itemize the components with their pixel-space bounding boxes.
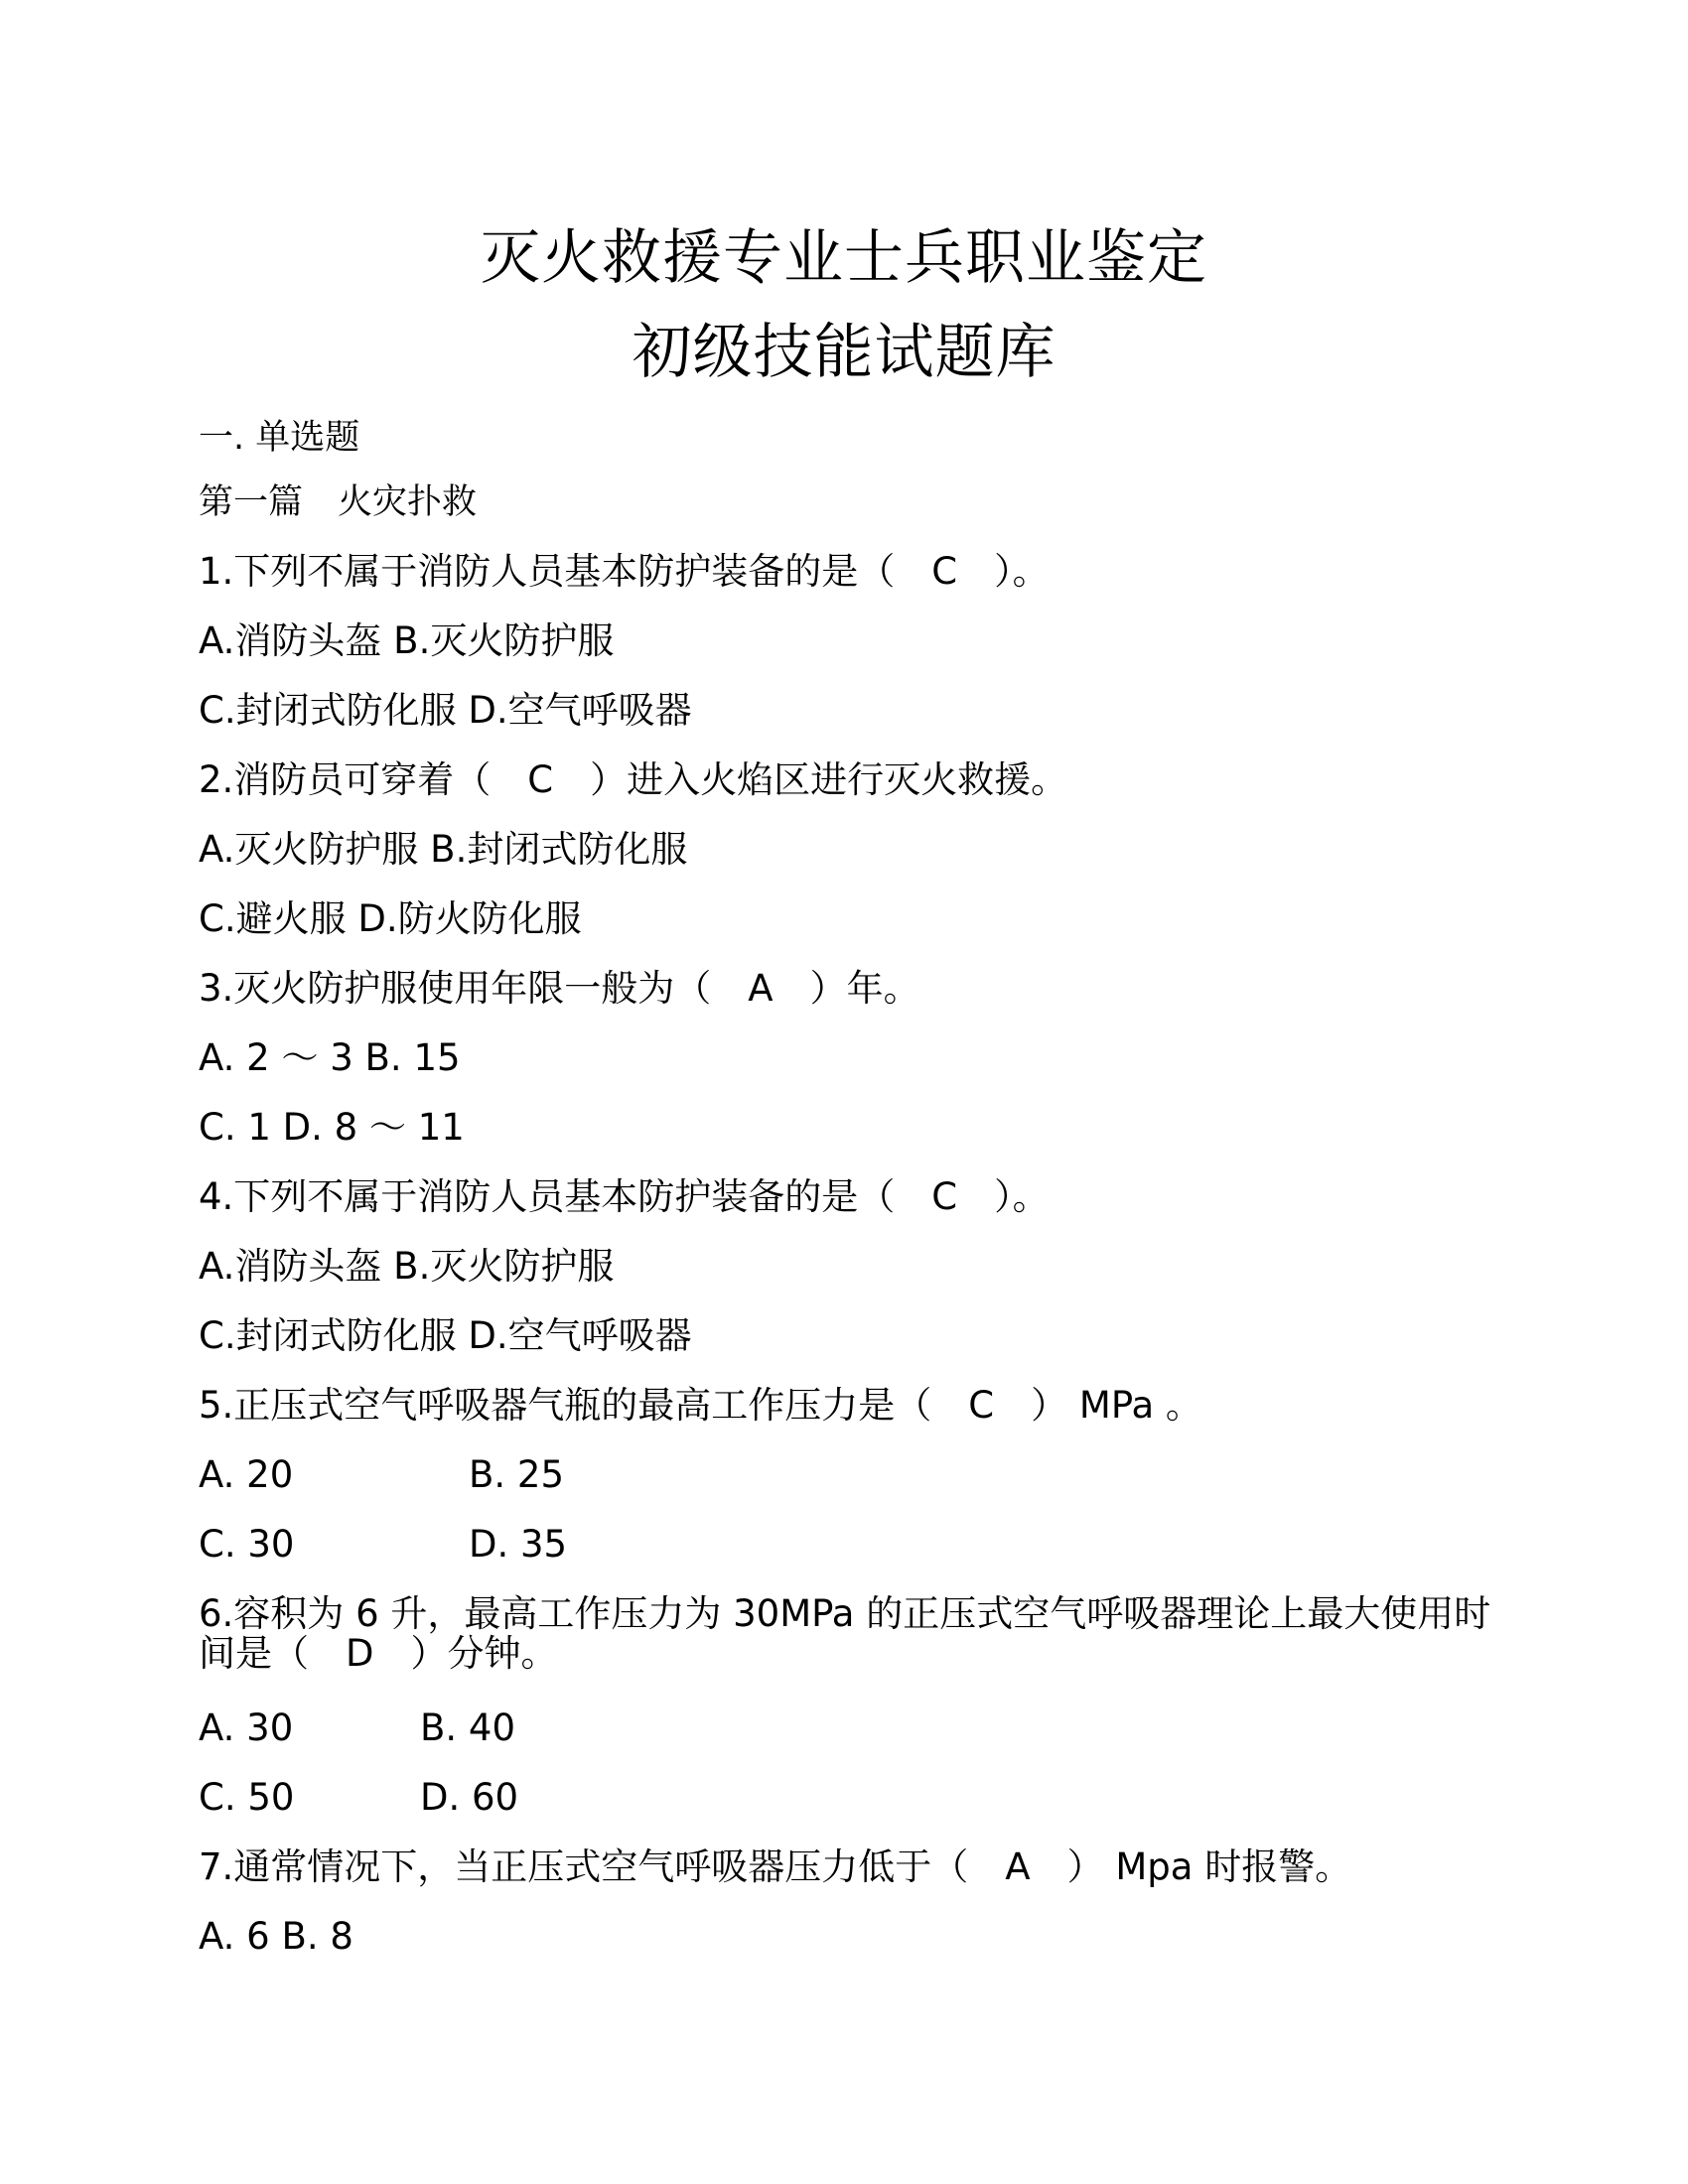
question-5-option-a: A. 20 [199, 1453, 294, 1496]
question-6-options-row-1 [199, 1706, 515, 1751]
question-5-options-row-2 [199, 1522, 567, 1568]
document-title-line-2: 初级技能试题库 [632, 318, 1056, 387]
section-heading: 一. 单选题 [199, 418, 360, 458]
question-3-options-row-1: A. 2 ～ 3 B. 15 [199, 1036, 461, 1079]
question-6-text: 6.容积为 6 升，最高工作压力为 30MPa 的正压式空气呼吸器理论上最大使用时间是（ D ）分钟。 [199, 1592, 1491, 1675]
question-5-text: 5.正压式空气呼吸器气瓶的最高工作压力是（ C ） MPa 。 [199, 1384, 1202, 1427]
question-6-option-a: A. 30 [199, 1706, 294, 1749]
document-title-line-1: 灭火救援专业士兵职业鉴定 [481, 223, 1207, 293]
question-5-option-d: D. 35 [469, 1523, 568, 1566]
question-2-text: 2.消防员可穿着（ C ）进入火焰区进行灭火救援。 [199, 758, 1068, 801]
question-1-options-row-1: A.消防头盔 B.灭火防护服 [199, 619, 615, 662]
question-2-options-row-1: A.灭火防护服 B.封闭式防化服 [199, 828, 688, 871]
question-2-options-row-2: C.避火服 D.防火防化服 [199, 897, 582, 940]
chapter-heading: 第一篇 火灾扑救 [199, 482, 478, 522]
question-6-option-c: C. 50 [199, 1776, 295, 1819]
question-3-text: 3.灭火防护服使用年限一般为（ A ）年。 [199, 967, 920, 1010]
question-7-text: 7.通常情况下，当正压式空气呼吸器压力低于（ A ） Mpa 时报警。 [199, 1845, 1352, 1888]
question-6-option-b: B. 40 [420, 1706, 515, 1749]
question-6-option-d: D. 60 [420, 1776, 519, 1819]
question-4-options-row-2: C.封闭式防化服 D.空气呼吸器 [199, 1314, 692, 1357]
question-4-text: 4.下列不属于消防人员基本防护装备的是（ C ）。 [199, 1175, 1050, 1218]
question-1-text: 1.下列不属于消防人员基本防护装备的是（ C ）。 [199, 550, 1050, 593]
question-6-options-row-2 [199, 1775, 518, 1821]
question-7-options-row-1: A. 6 B. 8 [199, 1915, 353, 1958]
question-4-options-row-1: A.消防头盔 B.灭火防护服 [199, 1245, 615, 1288]
question-5-option-b: B. 25 [469, 1453, 564, 1496]
question-3-options-row-2: C. 1 D. 8 ～ 11 [199, 1106, 465, 1149]
question-5-option-c: C. 30 [199, 1523, 295, 1566]
question-5-options-row-1 [199, 1452, 564, 1498]
question-1-options-row-2: C.封闭式防化服 D.空气呼吸器 [199, 689, 692, 732]
